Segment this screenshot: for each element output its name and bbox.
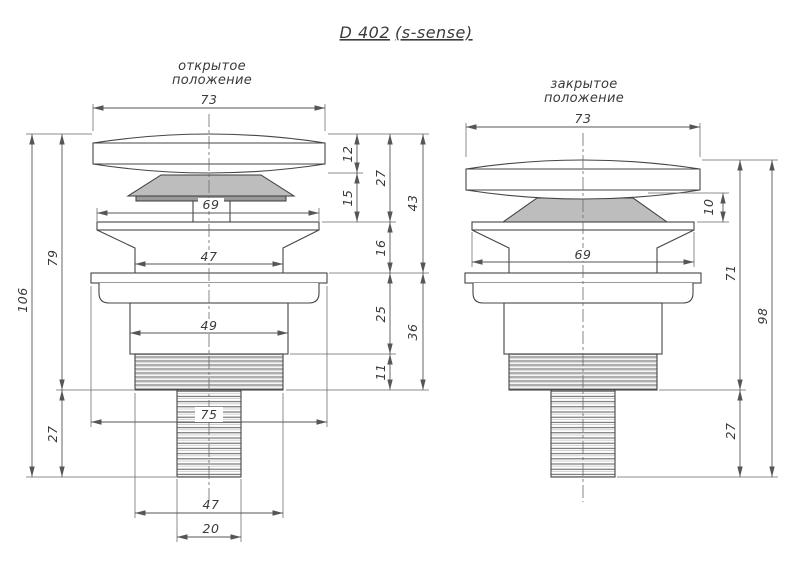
dim-closed-total-height: 98: [755, 307, 770, 325]
closed-view: [465, 77, 778, 502]
dim-open-tailpipe-length: 27: [45, 425, 60, 443]
dim-open-thread-od: 47: [202, 497, 220, 512]
dim-open-height-to-thread-end: 79: [45, 249, 60, 267]
open-plug-flange: [97, 222, 319, 230]
dim-open-total-height: 106: [15, 287, 30, 313]
dim-open-mount-flange-width: 75: [200, 407, 218, 422]
dim-open-plug-flange-width: 69: [202, 197, 220, 212]
dim-open-flange-to-mount: 16: [373, 239, 388, 257]
dim-open-thread-length: 11: [373, 363, 388, 381]
dim-open-tailpipe-od: 20: [202, 521, 220, 536]
dim-open-mount-to-thread: 25: [373, 305, 388, 323]
dim-closed-cap-width: 73: [574, 111, 592, 126]
closed-seal-cone: [503, 198, 667, 222]
dim-open-cap-to-flange: 27: [373, 169, 388, 187]
dim-closed-seal-height: 10: [701, 198, 716, 216]
dim-open-neck-width: 47: [200, 249, 218, 264]
dim-open-body-width: 49: [200, 318, 218, 333]
closed-view-label-line2: положение: [543, 91, 625, 106]
open-view-label-line1: открытое: [178, 59, 246, 74]
dim-open-cap-height: 12: [340, 145, 355, 163]
dim-open-mount-to-thread-end: 36: [405, 323, 420, 341]
dim-closed-height-to-thread-end: 71: [723, 264, 738, 282]
closed-view-label-line1: закрытое: [550, 77, 618, 92]
dim-closed-tailpipe-length: 27: [723, 422, 738, 440]
drawing-title: [340, 23, 473, 42]
dim-open-cap-to-mount-flange: 43: [405, 194, 420, 212]
open-seal-cone: [128, 175, 294, 196]
open-view: [15, 59, 429, 542]
title-model: D 402: [339, 23, 390, 42]
dim-closed-plug-flange-width: 69: [574, 247, 592, 262]
title-series: (s-sense): [395, 23, 473, 42]
dim-open-lift-gap: 15: [340, 189, 355, 207]
open-view-label-line2: положение: [171, 73, 253, 88]
dim-open-cap-width: 73: [200, 92, 218, 107]
